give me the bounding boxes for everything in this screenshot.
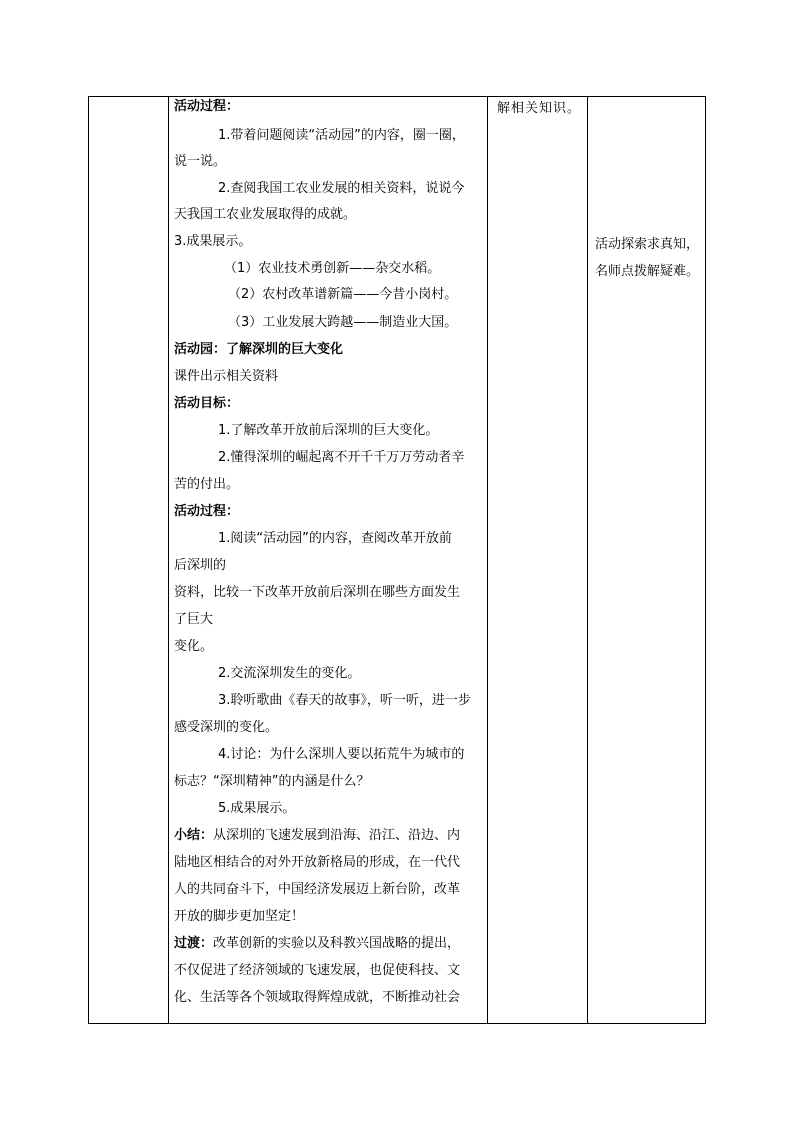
section-heading: 活动过程： — [174, 99, 240, 114]
column-divider — [587, 97, 588, 1023]
step-text: 了巨大 — [174, 612, 214, 627]
section-heading: 活动目标： — [174, 396, 240, 411]
step-text: 标志？“深圳精神”的内涵是什么？ — [174, 774, 370, 789]
goal-text: 1.了解改革开放前后深圳的巨大变化。 — [218, 423, 439, 438]
result-item: （2）农村改革谱新篇——今昔小岗村。 — [228, 287, 458, 302]
goal-text: 2.懂得深圳的崛起离不开千千万万劳动者辛 — [218, 450, 465, 465]
intent-text: 活动探索求真知， — [595, 237, 700, 252]
transition-text: 不仅促进了经济领域的飞速发展，也促使科技、文 — [174, 963, 461, 978]
summary-text: 开放的脚步更加坚定！ — [174, 909, 305, 924]
summary-text — [174, 828, 460, 844]
column-divider — [487, 97, 488, 1023]
column-divider — [168, 97, 169, 1023]
lesson-plan-table — [88, 96, 706, 1024]
transition-body: 改革创新的实验以及科教兴国战略的提出， — [213, 936, 461, 951]
step-text: 2.查阅我国工农业发展的相关资料，说说今 — [218, 181, 465, 196]
step-text: 4.讨论：为什么深圳人要以拓荒牛为城市的 — [218, 747, 465, 762]
step-text: 感受深圳的变化。 — [174, 720, 279, 735]
transition-label: 过渡： — [174, 936, 214, 951]
result-item: （3）工业发展大跨越——制造业大国。 — [228, 315, 458, 330]
body-text: 课件出示相关资料 — [174, 369, 279, 384]
goal-text: 苦的付出。 — [174, 477, 240, 492]
section-heading: 活动园：了解深圳的巨大变化 — [174, 342, 344, 357]
step-text: 1.带着问题阅读“活动园”的内容，圈一圈， — [218, 128, 465, 143]
summary-body: 从深圳的飞速发展到沿海、沿江、沿边、内 — [213, 828, 461, 843]
step-text: 3.聆听歌曲《春天的故事》，听一听，进一步 — [218, 693, 471, 708]
summary-label: 小结： — [174, 828, 214, 843]
step-text: 资料，比较一下改革开放前后深圳在哪些方面发生 — [174, 585, 461, 600]
summary-text: 陆地区相结合的对外开放新格局的形成，在一代代 — [174, 855, 461, 870]
design-text: 解相关知识。 — [497, 101, 582, 116]
result-item: （1）农业技术勇创新——杂交水稻。 — [224, 261, 441, 276]
step-text: 1.阅读“活动园”的内容，查阅改革开放前 — [218, 531, 452, 546]
transition-text — [174, 936, 460, 952]
step-text: 变化。 — [174, 639, 214, 654]
summary-text: 人的共同奋斗下，中国经济发展迈上新台阶，改革 — [174, 882, 461, 897]
section-heading: 活动过程： — [174, 504, 240, 519]
intent-text: 名师点拨解疑难。 — [595, 264, 700, 279]
step-text: 2.交流深圳发生的变化。 — [218, 666, 361, 681]
step-text: 5.成果展示。 — [218, 801, 296, 816]
step-text: 天我国工农业发展取得的成就。 — [174, 207, 357, 222]
step-text: 后深圳的 — [174, 558, 227, 573]
step-text: 3.成果展示。 — [174, 234, 252, 249]
transition-text: 化、生活等各个领域取得辉煌成就，不断推动社会 — [174, 990, 461, 1005]
step-text: 说一说。 — [174, 154, 227, 169]
